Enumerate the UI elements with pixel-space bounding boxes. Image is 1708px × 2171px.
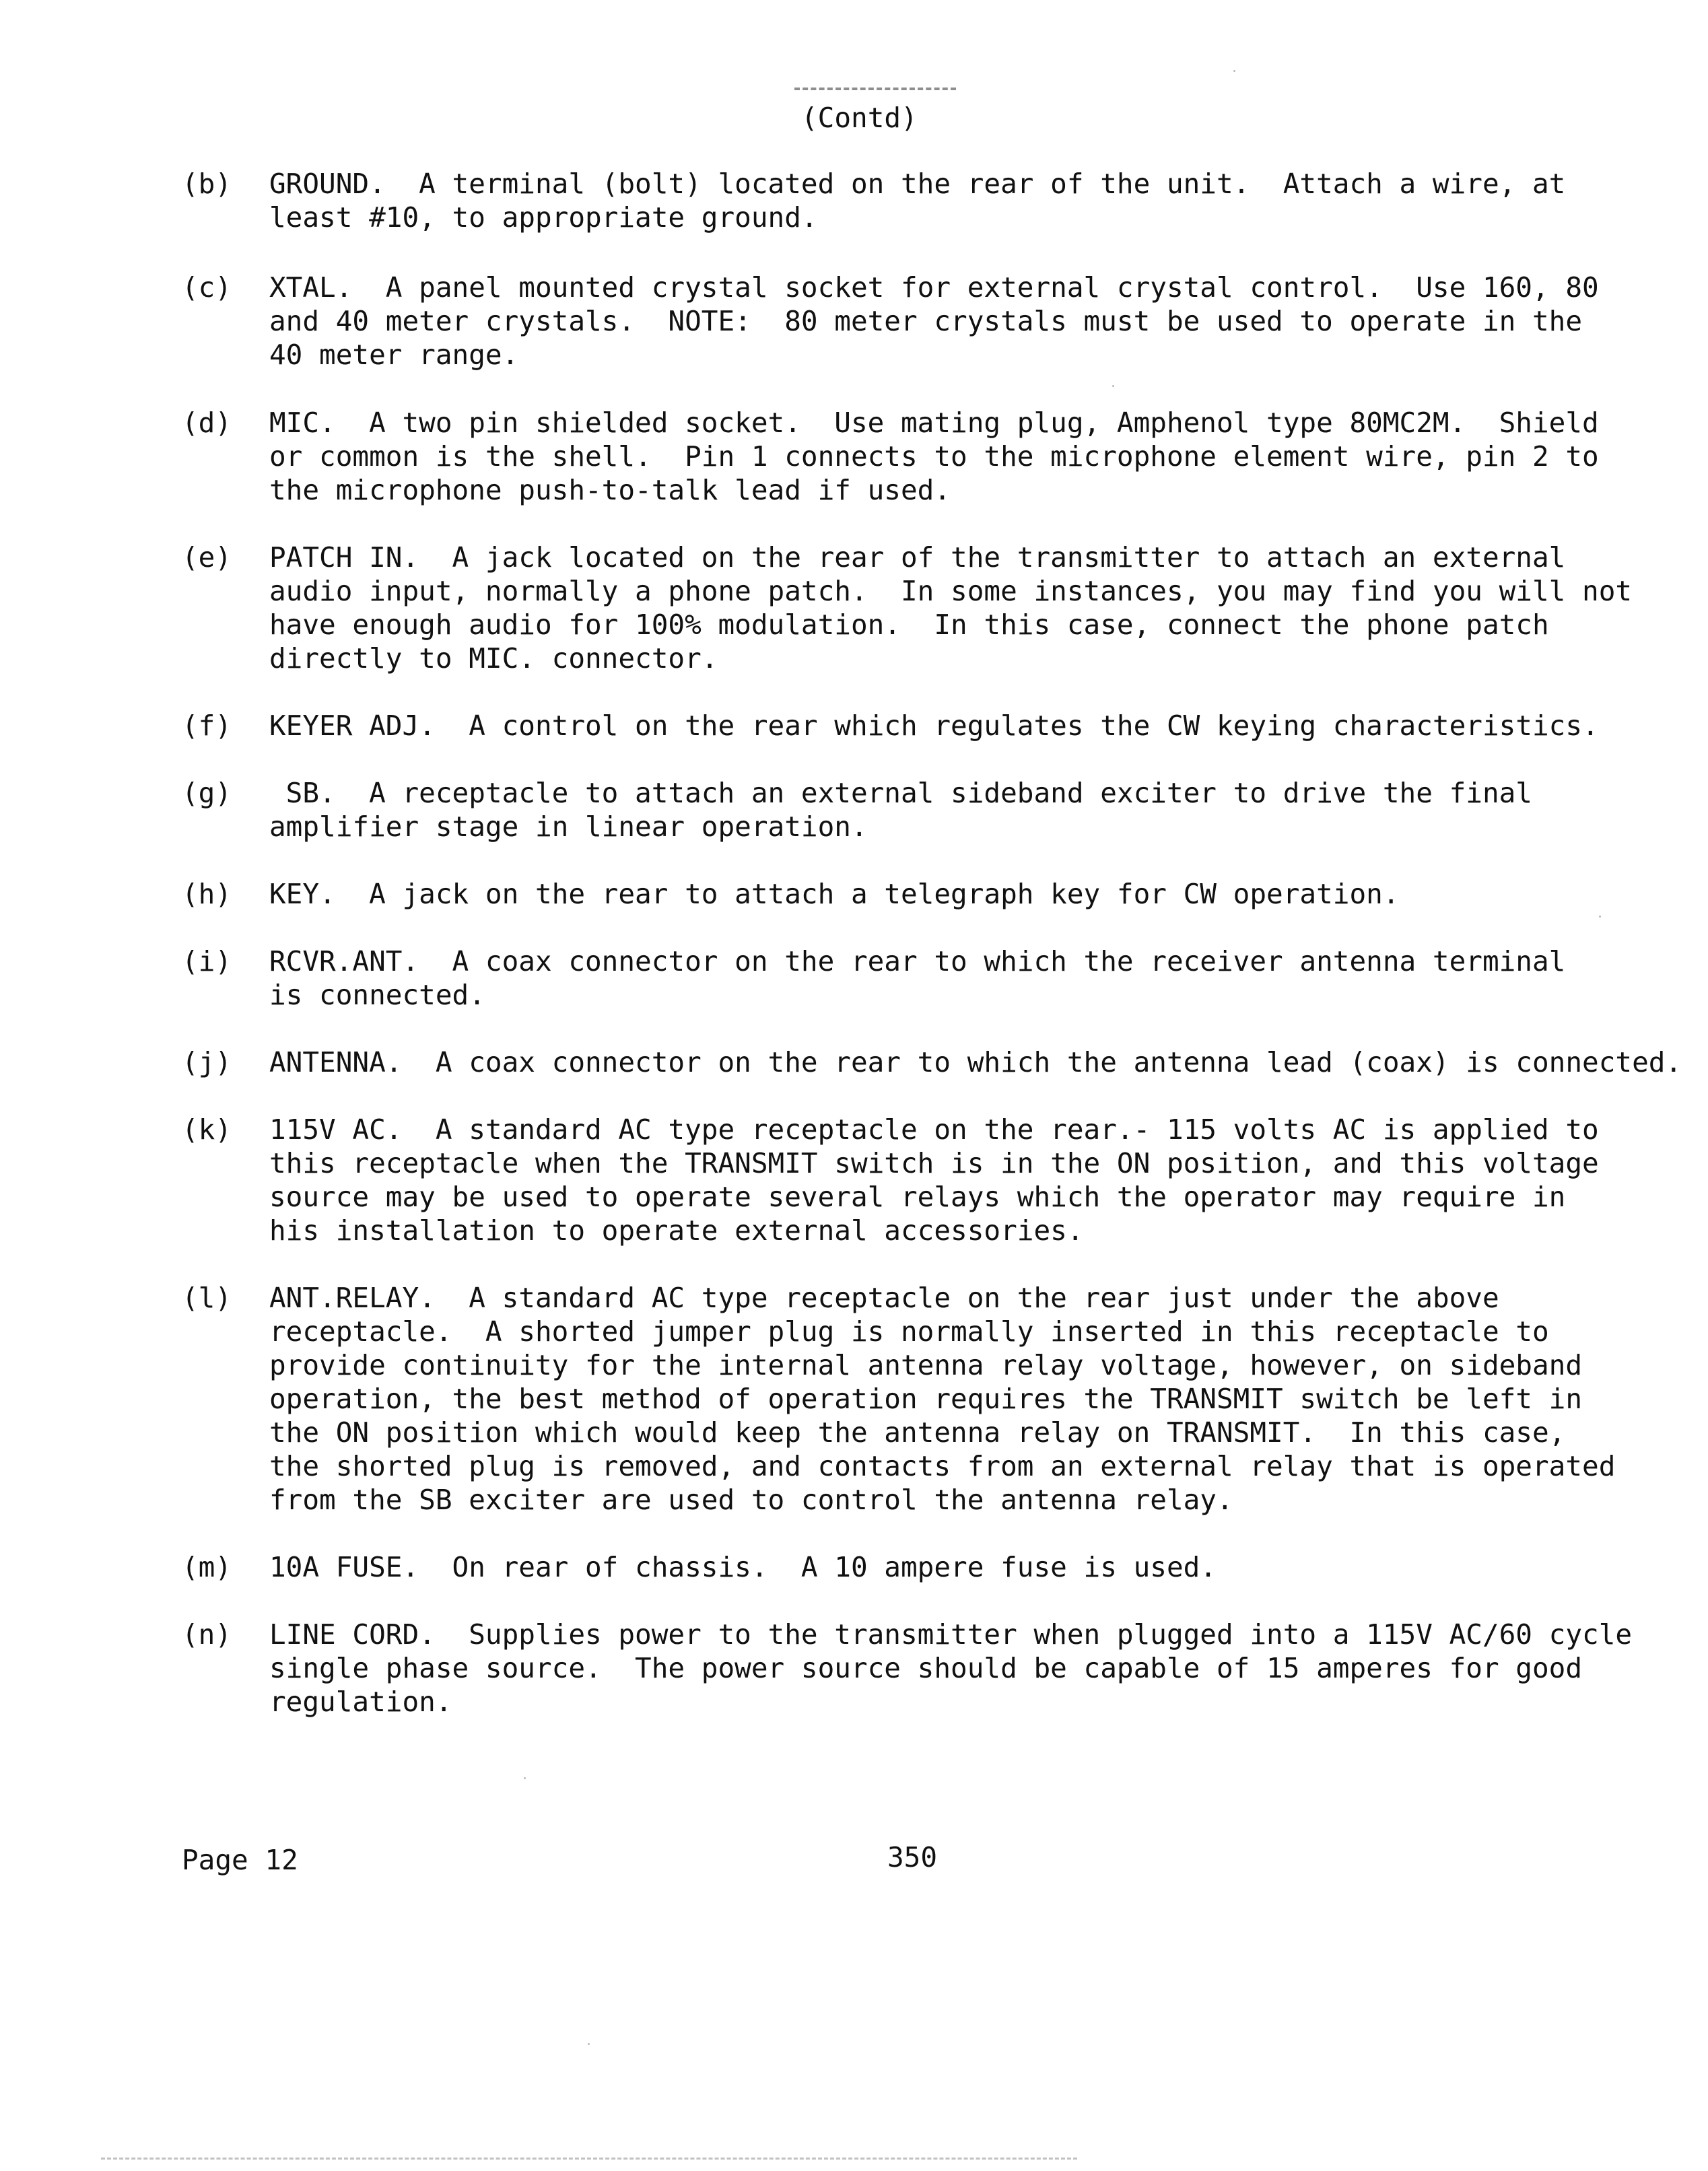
item-line: RCVR.ANT. A coax connector on the rear to which the receiver antenna terminal (269, 945, 1566, 977)
item-line: directly to MIC. connector. (269, 642, 718, 675)
item-line: his installation to operate external accessories. (269, 1214, 1084, 1247)
item-line: KEY. A jack on the rear to attach a telegraph key for CW operation. (269, 878, 1400, 910)
item-line: from the SB exciter are used to control the antenna relay. (269, 1484, 1233, 1516)
item-line: source may be used to operate several relays which the operator may require in (269, 1181, 1566, 1213)
item-label: (f) (182, 710, 232, 742)
item-body (269, 406, 1697, 507)
item-label: (i) (182, 945, 232, 977)
item-line: 40 meter range. (269, 339, 519, 371)
heading-smudge (794, 88, 956, 96)
item-body (269, 709, 1697, 743)
item-line: the ON position which would keep the antenna relay on TRANSMIT. In this case, (269, 1416, 1566, 1449)
item-line: ANT.RELAY. A standard AC type receptacle on the rear just under the above (269, 1282, 1499, 1314)
scan-noise-line (101, 2158, 1077, 2162)
item-label: (d) (182, 407, 232, 439)
item-label: (k) (182, 1113, 232, 1146)
item-body (269, 167, 1697, 234)
page-number-label: Page 12 (182, 1844, 298, 1876)
item-line: XTAL. A panel mounted crystal socket for external crystal control. Use 160, 80 (269, 271, 1599, 304)
item-line: or common is the shell. Pin 1 connects to the microphone element wire, pin 2 to (269, 440, 1599, 473)
item-body (269, 1550, 1697, 1584)
scan-speck (1112, 385, 1114, 387)
item-line: MIC. A two pin shielded socket. Use mating plug, Amphenol type 80MC2M. Shield (269, 407, 1599, 439)
item-label: (l) (182, 1282, 232, 1314)
item-label: (b) (182, 168, 232, 200)
item-line: is connected. (269, 979, 485, 1011)
item-line: and 40 meter crystals. NOTE: 80 meter crystals must be used to operate in the (269, 305, 1583, 337)
item-line: PATCH IN. A jack located on the rear of the transmitter to attach an external (269, 541, 1566, 574)
item-body (269, 1281, 1697, 1517)
item-body (269, 944, 1697, 1012)
item-body (269, 541, 1697, 675)
scan-speck (588, 2043, 590, 2045)
item-body (269, 271, 1697, 372)
item-label: (e) (182, 541, 232, 574)
item-line: the microphone push-to-talk lead if used. (269, 474, 951, 506)
scan-speck (524, 1777, 526, 1779)
item-line: LINE CORD. Supplies power to the transmitter when plugged into a 115V AC/60 cycle (269, 1618, 1633, 1651)
item-line: 115V AC. A standard AC type receptacle on the rear.- 115 volts AC is applied to (269, 1113, 1599, 1146)
item-label: (j) (182, 1046, 232, 1078)
item-line: receptacle. A shorted jumper plug is normally inserted in this receptacle to (269, 1315, 1549, 1348)
item-body (269, 877, 1697, 911)
item-line: provide continuity for the internal antenna relay voltage, however, on sideband (269, 1349, 1583, 1381)
item-label: (m) (182, 1551, 232, 1583)
item-body (269, 776, 1697, 843)
item-line: this receptacle when the TRANSMIT switch is in the ON position, and this voltage (269, 1147, 1599, 1179)
item-line: GROUND. A terminal (bolt) located on the rear of the unit. Attach a wire, at (269, 168, 1566, 200)
item-line: have enough audio for 100% modulation. In this case, connect the phone patch (269, 609, 1549, 641)
item-body (269, 1045, 1697, 1079)
scan-speck (1599, 916, 1601, 918)
item-line: least #10, to appropriate ground. (269, 201, 818, 234)
item-line: the shorted plug is removed, and contacts from an external relay that is operated (269, 1450, 1616, 1482)
item-body (269, 1618, 1697, 1719)
item-line: KEYER ADJ. A control on the rear which regulates the CW keying characteristics. (269, 710, 1599, 742)
item-line: operation, the best method of operation requires the TRANSMIT switch be left in (269, 1383, 1583, 1415)
item-label: (g) (182, 777, 232, 809)
item-label: (n) (182, 1618, 232, 1651)
item-line: 10A FUSE. On rear of chassis. A 10 ampere fuse is used. (269, 1551, 1217, 1583)
item-line: SB. A receptacle to attach an external sideband exciter to drive the final (269, 777, 1532, 809)
item-line: regulation. (269, 1686, 452, 1718)
item-line: amplifier stage in linear operation. (269, 811, 868, 843)
page-heading: (Contd) (801, 102, 918, 134)
item-label: (h) (182, 878, 232, 910)
item-line: ANTENNA. A coax connector on the rear to which the antenna lead (coax) is connected. (269, 1046, 1682, 1078)
item-label: (c) (182, 271, 232, 304)
document-number: 350 (887, 1841, 938, 1873)
item-body (269, 1113, 1697, 1247)
item-line: audio input, normally a phone patch. In some instances, you may find you will not (269, 575, 1633, 607)
scan-speck (1233, 70, 1235, 72)
item-line: single phase source. The power source should be capable of 15 amperes for good (269, 1652, 1583, 1684)
